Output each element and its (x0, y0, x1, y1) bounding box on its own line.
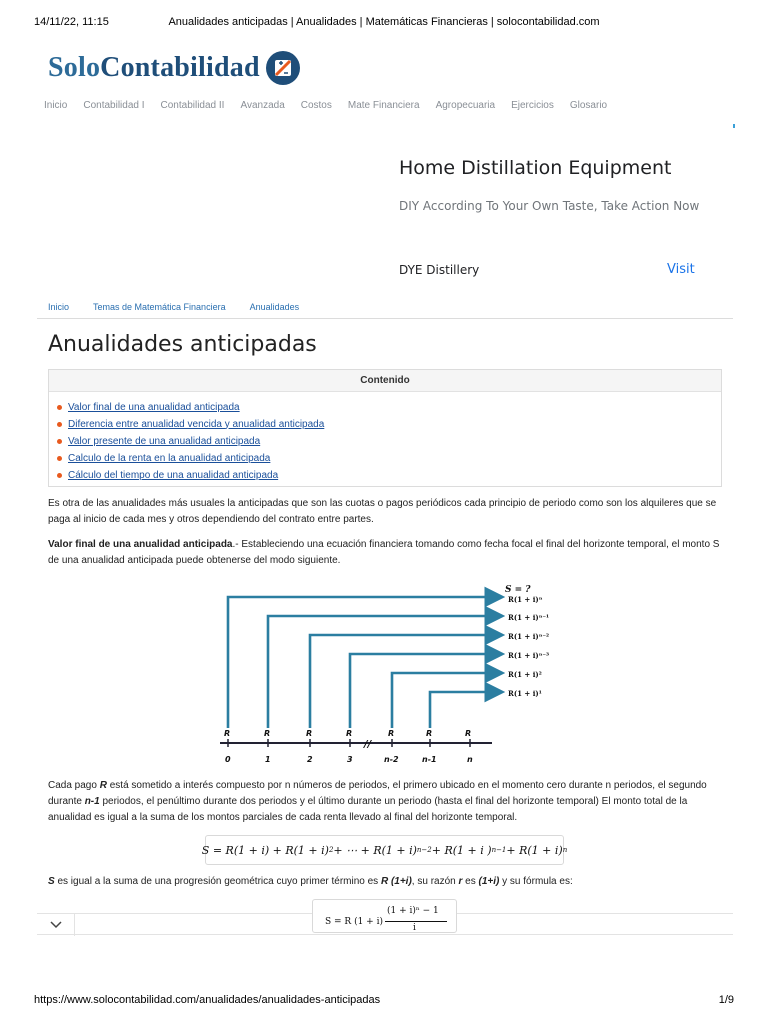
chevron-down-icon[interactable] (37, 914, 75, 936)
breadcrumb-inicio[interactable]: Inicio (48, 302, 70, 312)
toc-item (57, 450, 721, 467)
print-title: Anualidades anticipadas | Anualidades | Matemáticas Financieras | solocontabilidad.com (168, 16, 600, 28)
tick-label: 1 (265, 755, 271, 764)
tick-label: 3 (347, 755, 353, 764)
factor-label: R(1 + i)ⁿ⁻³ (508, 651, 550, 660)
formula-lhs: S = R (1 + i) (325, 917, 383, 927)
intro-paragraph: Es otra de las anualidades más usuales la anticipadas que son las cuotas o pagos periódicos cada principio de periodo como son los alquileres que se paga al inicio de cada mes y otros dependiendo del contrato entre partes. (48, 498, 717, 525)
nav-item-avanzada[interactable]: Avanzada (240, 100, 285, 111)
formula-denominator: i (413, 923, 416, 933)
formula-numerator: (1 + i)ⁿ − 1 (387, 906, 439, 916)
toc-link-valor-presente[interactable]: Valor presente de una anualidad anticipada (68, 435, 261, 447)
print-header (34, 16, 734, 30)
bullet-icon (57, 422, 62, 427)
payment-label: R (388, 729, 395, 738)
logo-text: SoloContabilidad (48, 52, 260, 83)
factor-label: R(1 + i)¹ (508, 689, 542, 698)
toc-link-tiempo[interactable]: Cálculo del tiempo de una anualidad anticipada (68, 469, 279, 481)
toc-item (57, 416, 721, 433)
tick-label: n-2 (384, 755, 399, 764)
progresion-paragraph: S es igual a la suma de una progresión geométrica cuyo primer término es R (1+i), su razón r es (1+i) y su fórmula es: (48, 876, 573, 887)
ad-visit-button[interactable]: Visit (667, 262, 695, 277)
toc-item (57, 433, 721, 450)
ad-title[interactable]: Home Distillation Equipment (399, 157, 672, 179)
payment-label: R (426, 729, 433, 738)
tick-label: 0 (225, 755, 231, 764)
payment-label: R (465, 729, 472, 738)
calculator-pencil-icon (266, 51, 300, 85)
tick-label: n (467, 755, 473, 764)
payment-label: R (306, 729, 313, 738)
print-url: https://www.solocontabilidad.com/anualidades/anualidades-anticipadas (34, 994, 381, 1006)
nav-item-mate-financiera[interactable]: Mate Financiera (347, 100, 420, 111)
bullet-icon (57, 473, 62, 478)
nav-item-contabilidad-2[interactable]: Contabilidad II (160, 100, 225, 111)
payment-label: R (224, 729, 231, 738)
site-logo[interactable] (48, 48, 300, 88)
valor-final-paragraph (48, 537, 728, 569)
ad-brand[interactable]: DYE Distillery (399, 263, 480, 277)
ad-marker (733, 124, 735, 128)
payment-label: R (264, 729, 271, 738)
divider (37, 318, 733, 319)
tick-label: n-1 (422, 755, 437, 764)
print-footer (34, 994, 734, 1008)
valor-final-text: .- Estableciendo una ecuación financiera tomando como fecha focal el final del horizonte temporal, el monto S de una anualidad anticipada puede obtenerse del modo siguiente. (48, 539, 720, 566)
factor-label: R(1 + i)ⁿ (508, 595, 543, 604)
toc-link-diferencia[interactable]: Diferencia entre anualidad vencida y anualidad anticipada (68, 418, 325, 430)
tick-label: 2 (307, 755, 313, 764)
factor-label: R(1 + i)² (508, 670, 542, 679)
toc-item (57, 399, 721, 416)
nav-item-agropecuaria[interactable]: Agropecuaria (435, 100, 496, 111)
annuity-formula (312, 899, 457, 933)
nav-item-ejercicios[interactable]: Ejercicios (511, 100, 554, 111)
print-page-number: 1/9 (718, 994, 734, 1006)
nav-item-inicio[interactable]: Inicio (44, 100, 68, 111)
nav-item-glosario[interactable]: Glosario (569, 100, 608, 111)
breadcrumb-temas[interactable]: Temas de Matemática Financiera (93, 302, 226, 312)
toc-heading[interactable]: Contenido (49, 370, 721, 392)
bullet-icon (57, 405, 62, 410)
valor-final-label: Valor final de una anualidad anticipada (48, 539, 233, 550)
breadcrumb-anualidades[interactable]: Anualidades (249, 302, 300, 312)
sum-formula: S = R(1 + i) + R(1 + i) 2 + ⋯ + R(1 + i) n−2 + R(1 + i ) n−1 + R(1 + i) n (205, 835, 564, 865)
ad-description[interactable]: DIY According To Your Own Taste, Take Action Now (399, 199, 700, 213)
timeline-break: // (364, 739, 372, 750)
breadcrumb (48, 302, 299, 312)
fraction-bar (385, 921, 447, 922)
factor-label: R(1 + i)ⁿ⁻² (508, 632, 550, 641)
nav-item-contabilidad-1[interactable]: Contabilidad I (83, 100, 145, 111)
toc-link-renta[interactable]: Calculo de la renta en la anualidad anticipada (68, 452, 271, 464)
table-of-contents (48, 369, 722, 487)
toc-link-valor-final[interactable]: Valor final de una anualidad anticipada (68, 401, 240, 413)
print-date: 14/11/22, 11:15 (34, 16, 109, 28)
result-label: S = ? (505, 585, 531, 595)
toc-item (57, 467, 721, 484)
annuity-timeline-diagram (200, 584, 550, 770)
page-title: Anualidades anticipadas (48, 332, 317, 357)
bullet-icon (57, 439, 62, 444)
factor-label: R(1 + i)ⁿ⁻¹ (508, 613, 550, 622)
main-nav (44, 100, 607, 111)
nav-item-costos[interactable]: Costos (300, 100, 332, 111)
payment-label: R (346, 729, 353, 738)
bullet-icon (57, 456, 62, 461)
cada-pago-paragraph: Cada pago R está sometido a interés compuesto por n números de periodos, el primero ubicado en el momento cero durante n periodos, el segundo durante n-1 periodos, el penúltimo durante dos periodos y el último durante un periodo (hasta el final del horizonte temporal) El monto total de la anualidad es igual a la suma de los montos parciales de cada renta llevado al final del horizonte temporal. (48, 780, 707, 823)
